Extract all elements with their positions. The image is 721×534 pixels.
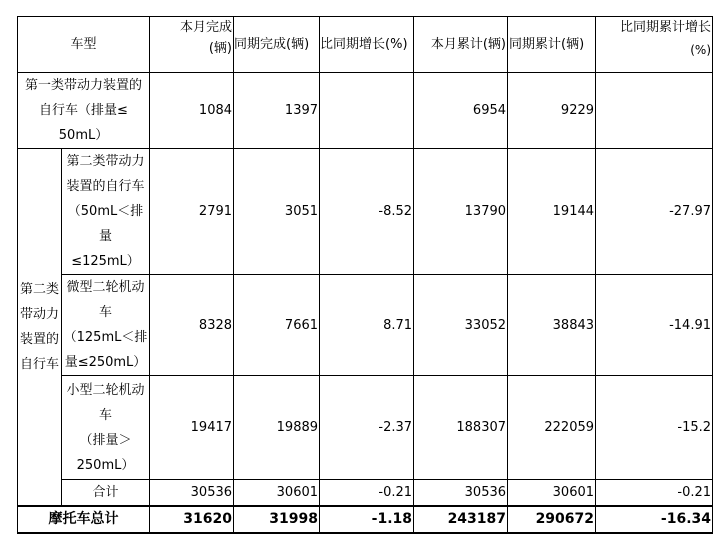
row4-yoy: -2.37 [320, 376, 414, 480]
row3-label [62, 275, 150, 376]
subtotal-month-cum: 30536 [414, 480, 508, 507]
table-row [18, 376, 713, 480]
row1-same-cum: 9229 [508, 73, 596, 149]
header-month-cum: 本月累计(辆) [414, 17, 508, 73]
subtotal-same-cum: 30601 [508, 480, 596, 507]
group2-label-line4: 自行车 [19, 357, 59, 372]
motorcycle-production-table [17, 16, 713, 534]
row4-month-cum: 188307 [414, 376, 508, 480]
row2-label-line1: 第二类带动力 [66, 154, 145, 169]
row2-same-cum: 19144 [508, 149, 596, 275]
row1-label-line2: 自行车（排量≤ [39, 103, 128, 118]
header-same-period: 同期完成(辆) [234, 17, 320, 73]
row1-month-cum: 6954 [414, 73, 508, 149]
row4-cum-yoy: -15.2 [596, 376, 713, 480]
row2-same-period: 3051 [234, 149, 320, 275]
table-row [18, 73, 713, 149]
row4-label [62, 376, 150, 480]
row3-same-period: 7661 [234, 275, 320, 376]
total-row [18, 506, 713, 533]
row4-label-line2: 车 [99, 407, 113, 423]
row4-label-line3: （排量＞ [79, 432, 132, 448]
group2-label-line2: 带动力 [19, 307, 59, 322]
row2-cum-yoy: -27.97 [596, 149, 713, 275]
row4-label-line1: 小型二轮机动 [66, 382, 145, 398]
row3-same-cum: 38843 [508, 275, 596, 376]
total-yoy: -1.18 [320, 506, 414, 533]
row4-same-period: 19889 [234, 376, 320, 480]
table-row [18, 275, 713, 376]
subtotal-same-period: 30601 [234, 480, 320, 507]
row4-label-line4: 250mL） [76, 457, 135, 473]
row3-label-line1: 微型二轮机动 [66, 280, 145, 295]
row3-month-cum: 33052 [414, 275, 508, 376]
header-cum-yoy [596, 17, 713, 73]
table-row [18, 149, 713, 275]
row1-cum-yoy [596, 73, 713, 149]
row3-cum-yoy: -14.91 [596, 275, 713, 376]
header-cum-yoy-line2: (%) [690, 43, 712, 57]
header-yoy: 比同期增长(%) [320, 17, 414, 73]
header-month-done-line1: 本月完成 [180, 20, 233, 35]
row2-yoy: -8.52 [320, 149, 414, 275]
header-cum-yoy-line1: 比同期累计增长 [620, 20, 712, 35]
row3-yoy: 8.71 [320, 275, 414, 376]
row2-label-line2: 装置的自行车 [66, 179, 145, 194]
row3-label-line3: （125mL＜排 [63, 330, 148, 345]
row2-label [62, 149, 150, 275]
total-same-cum: 290672 [508, 506, 596, 533]
group2-label [18, 149, 62, 507]
header-row [18, 17, 713, 73]
row4-same-cum: 222059 [508, 376, 596, 480]
group2-label-line3: 装置的 [19, 332, 59, 347]
total-month-cum: 243187 [414, 506, 508, 533]
row1-same-period: 1397 [234, 73, 320, 149]
row1-month-done: 1084 [150, 73, 234, 149]
subtotal-month-done: 30536 [150, 480, 234, 507]
total-month-done: 31620 [150, 506, 234, 533]
row3-month-done: 8328 [150, 275, 234, 376]
row3-label-line2: 车 [99, 305, 113, 320]
total-label: 摩托车总计 [18, 506, 150, 533]
row3-label-line4: 量≤250mL） [64, 355, 147, 370]
header-type: 车型 [18, 17, 150, 73]
row1-yoy [320, 73, 414, 149]
subtotal-cum-yoy: -0.21 [596, 480, 713, 507]
row2-label-line3: （50mL＜排量 [67, 204, 144, 244]
row2-label-line4: ≤125mL） [71, 254, 140, 269]
subtotal-yoy: -0.21 [320, 480, 414, 507]
row1-label-line3: 50mL） [58, 128, 109, 143]
group2-label-line1: 第二类 [19, 282, 59, 297]
subtotal-label: 合计 [62, 480, 150, 507]
header-month-done [150, 17, 234, 73]
row1-label-line1: 第一类带动力装置的 [25, 78, 143, 93]
row2-month-cum: 13790 [414, 149, 508, 275]
subtotal-row [18, 480, 713, 507]
total-cum-yoy: -16.34 [596, 506, 713, 533]
total-same-period: 31998 [234, 506, 320, 533]
row1-label [18, 73, 150, 149]
header-month-done-line2: (辆) [208, 41, 233, 56]
row2-month-done: 2791 [150, 149, 234, 275]
row4-month-done: 19417 [150, 376, 234, 480]
header-same-cum: 同期累计(辆) [508, 17, 596, 73]
